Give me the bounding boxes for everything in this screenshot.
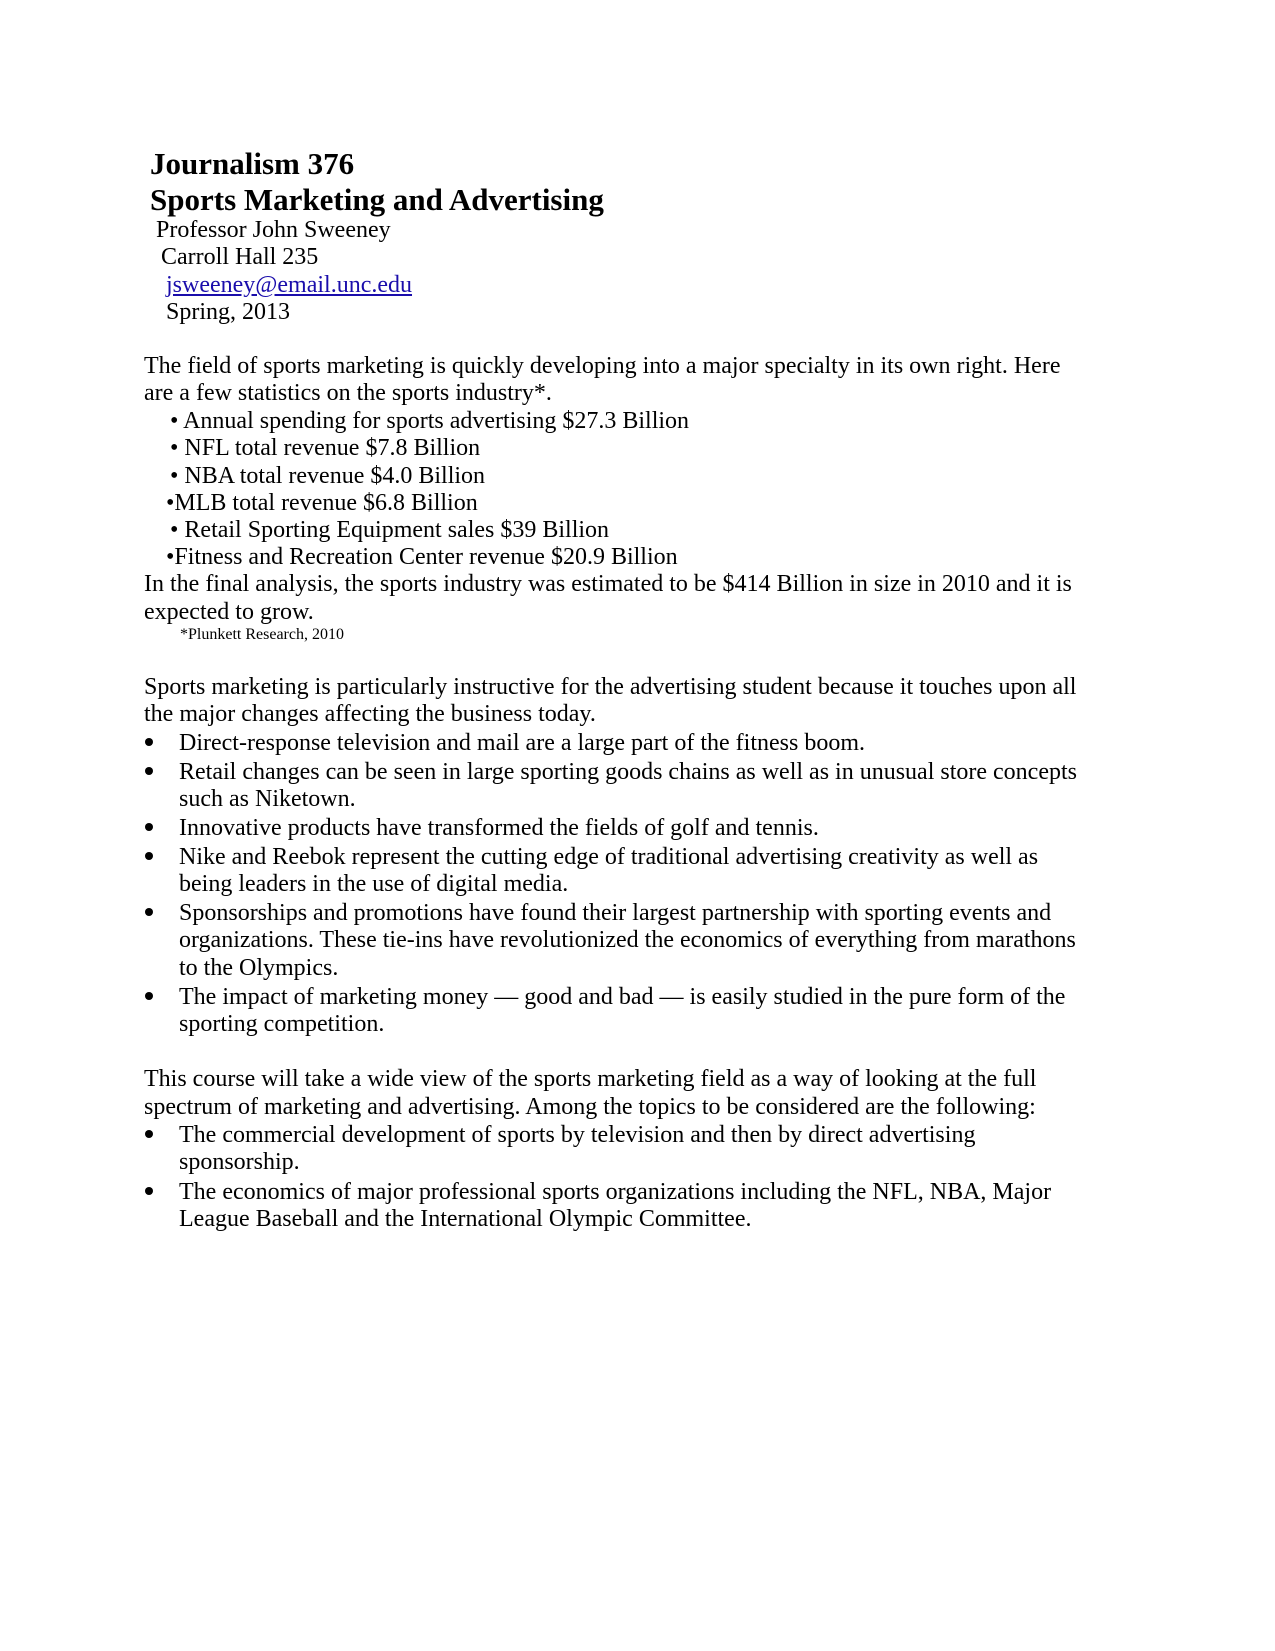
topics-bullet-line: The commercial development of sports by television and then by direct advertising bbox=[179, 1122, 976, 1148]
changes-bullet-line: Innovative products have transformed the fields of golf and tennis. bbox=[179, 815, 819, 841]
bullet-marker bbox=[145, 908, 153, 916]
intro-paragraph-line-2: are a few statistics on the sports industry*. bbox=[144, 380, 552, 406]
bullet-marker bbox=[145, 1130, 153, 1138]
changes-bullet-line: being leaders in the use of digital media. bbox=[179, 871, 569, 897]
changes-paragraph-line-2: the major changes affecting the business today. bbox=[144, 701, 596, 727]
changes-bullet-line: Direct-response television and mail are a large part of the fitness boom. bbox=[179, 730, 865, 756]
changes-bullet-line: organizations. These tie-ins have revolutionized the economics of everything from marathons bbox=[179, 927, 1076, 953]
changes-bullet-line: to the Olympics. bbox=[179, 955, 339, 981]
stat-item: •Fitness and Recreation Center revenue $20.9 Billion bbox=[166, 544, 678, 570]
stat-item: • NBA total revenue $4.0 Billion bbox=[170, 463, 486, 489]
topics-bullet-line: The economics of major professional sports organizations including the NFL, NBA, Major bbox=[179, 1179, 1052, 1205]
course-title: Sports Marketing and Advertising bbox=[150, 182, 604, 217]
stat-item: • Annual spending for sports advertising $27.3 Billion bbox=[170, 408, 690, 434]
footnote: *Plunkett Research, 2010 bbox=[180, 626, 344, 643]
bullet-marker bbox=[145, 1187, 153, 1195]
topics-bullet-line: League Baseball and the International Olympic Committee. bbox=[179, 1206, 752, 1232]
changes-bullet-line: Sponsorships and promotions have found their largest partnership with sporting events and bbox=[179, 900, 1052, 926]
bullet-marker bbox=[145, 738, 153, 746]
bullet-marker bbox=[145, 823, 153, 831]
bullet-marker bbox=[145, 992, 153, 1000]
intro-paragraph-line-1: The field of sports marketing is quickly developing into a major specialty in its own right. Here bbox=[144, 353, 1061, 379]
office-location: Carroll Hall 235 bbox=[161, 244, 319, 270]
changes-paragraph-line-1: Sports marketing is particularly instructive for the advertising student because it touches upon all bbox=[144, 674, 1077, 700]
intro-conclusion-line-2: expected to grow. bbox=[144, 599, 314, 625]
email-link[interactable]: jsweeney@email.unc.edu bbox=[166, 272, 413, 298]
topics-bullet-line: sponsorship. bbox=[179, 1149, 300, 1175]
term: Spring, 2013 bbox=[166, 299, 291, 325]
stat-item: • Retail Sporting Equipment sales $39 Billion bbox=[170, 517, 610, 543]
bullet-marker bbox=[145, 852, 153, 860]
stat-item: • NFL total revenue $7.8 Billion bbox=[170, 435, 481, 461]
email-link-line[interactable] bbox=[166, 271, 412, 299]
topics-paragraph-line-2: spectrum of marketing and advertising. Among the topics to be considered are the following: bbox=[144, 1094, 1036, 1120]
course-number: Journalism 376 bbox=[150, 146, 355, 181]
professor-name: Professor John Sweeney bbox=[156, 217, 391, 243]
changes-bullet-line: Retail changes can be seen in large sporting goods chains as well as in unusual store concepts bbox=[179, 759, 1077, 785]
intro-conclusion-line-1: In the final analysis, the sports industry was estimated to be $414 Billion in size in 2010 and it is bbox=[144, 571, 1072, 597]
topics-paragraph-line-1: This course will take a wide view of the sports marketing field as a way of looking at the full bbox=[144, 1066, 1037, 1092]
bullet-marker bbox=[145, 767, 153, 775]
changes-bullet-line: such as Niketown. bbox=[179, 786, 356, 812]
changes-bullet-line: The impact of marketing money — good and bad — is easily studied in the pure form of the bbox=[179, 984, 1066, 1010]
changes-bullet-line: Nike and Reebok represent the cutting edge of traditional advertising creativity as well as bbox=[179, 844, 1039, 870]
stat-item: •MLB total revenue $6.8 Billion bbox=[166, 490, 478, 516]
changes-bullet-line: sporting competition. bbox=[179, 1011, 385, 1037]
